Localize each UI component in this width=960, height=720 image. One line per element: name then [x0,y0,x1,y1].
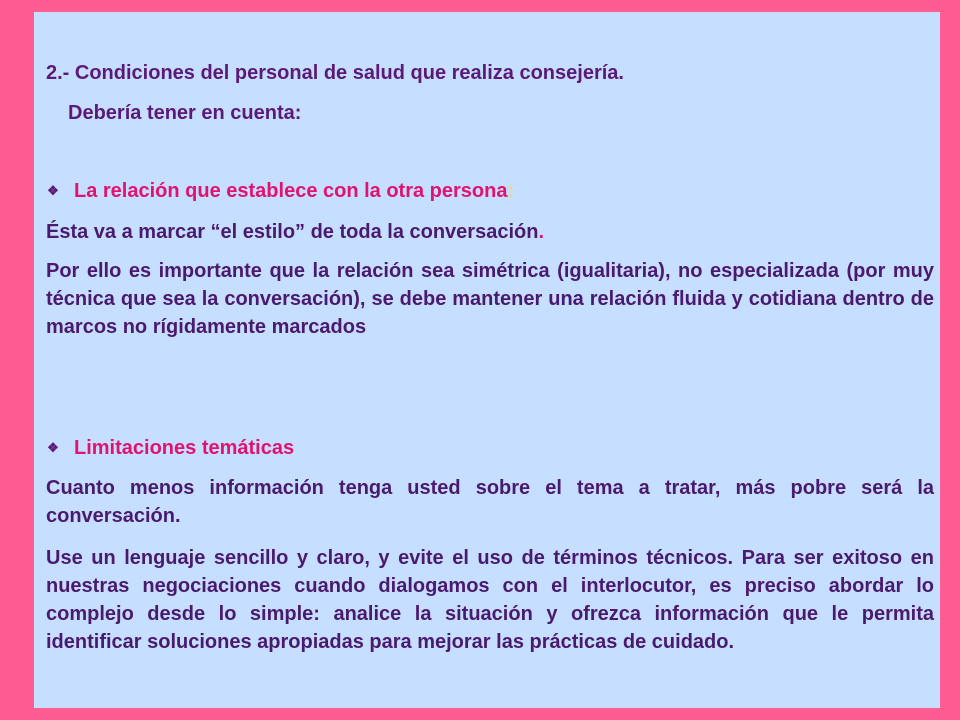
section1-paragraph-1-dot: . [538,221,545,243]
section2-heading [46,435,934,461]
section2-heading-text: Limitaciones temáticas [74,437,295,459]
section1-paragraph-1-text: Ésta va a marcar “el estilo” de toda la conversación [46,221,539,243]
slide-title: 2.- Condiciones del personal de salud que realiza consejería. [46,62,624,84]
section1-heading-text: La relación que establece con la otra persona [74,180,508,202]
section2-paragraph-1: Cuanto menos información tenga usted sobre el tema a tratar, más pobre será la conversación. [46,477,934,527]
slide-subtitle: Debería tener en cuenta: [68,102,302,124]
section1-paragraph-1 [46,218,934,246]
slide-panel [34,12,940,708]
section1-heading-colon: : [507,180,515,202]
section2-paragraph-2: Use un lenguaje sencillo y claro, y evite el uso de términos técnicos. Para ser exitoso en nuestras negociaciones cuando dialogamos con el interlocutor, es preciso abordar lo complejo desde lo simple: analice la situación y ofrezca información que le permita identificar soluciones apropiadas para mejorar las prácticas de cuidado. [46,547,934,653]
diamond-bullet-icon: ❖ [47,440,59,455]
diamond-bullet-icon: ❖ [47,183,59,198]
section1-heading [46,178,934,204]
section1-paragraph-2: Por ello es importante que la relación sea simétrica (igualitaria), no especializada (por muy técnica que sea la conversación), se debe mantener una relación fluida y cotidiana dentro de marcos no rígidamente marcados [46,260,934,338]
